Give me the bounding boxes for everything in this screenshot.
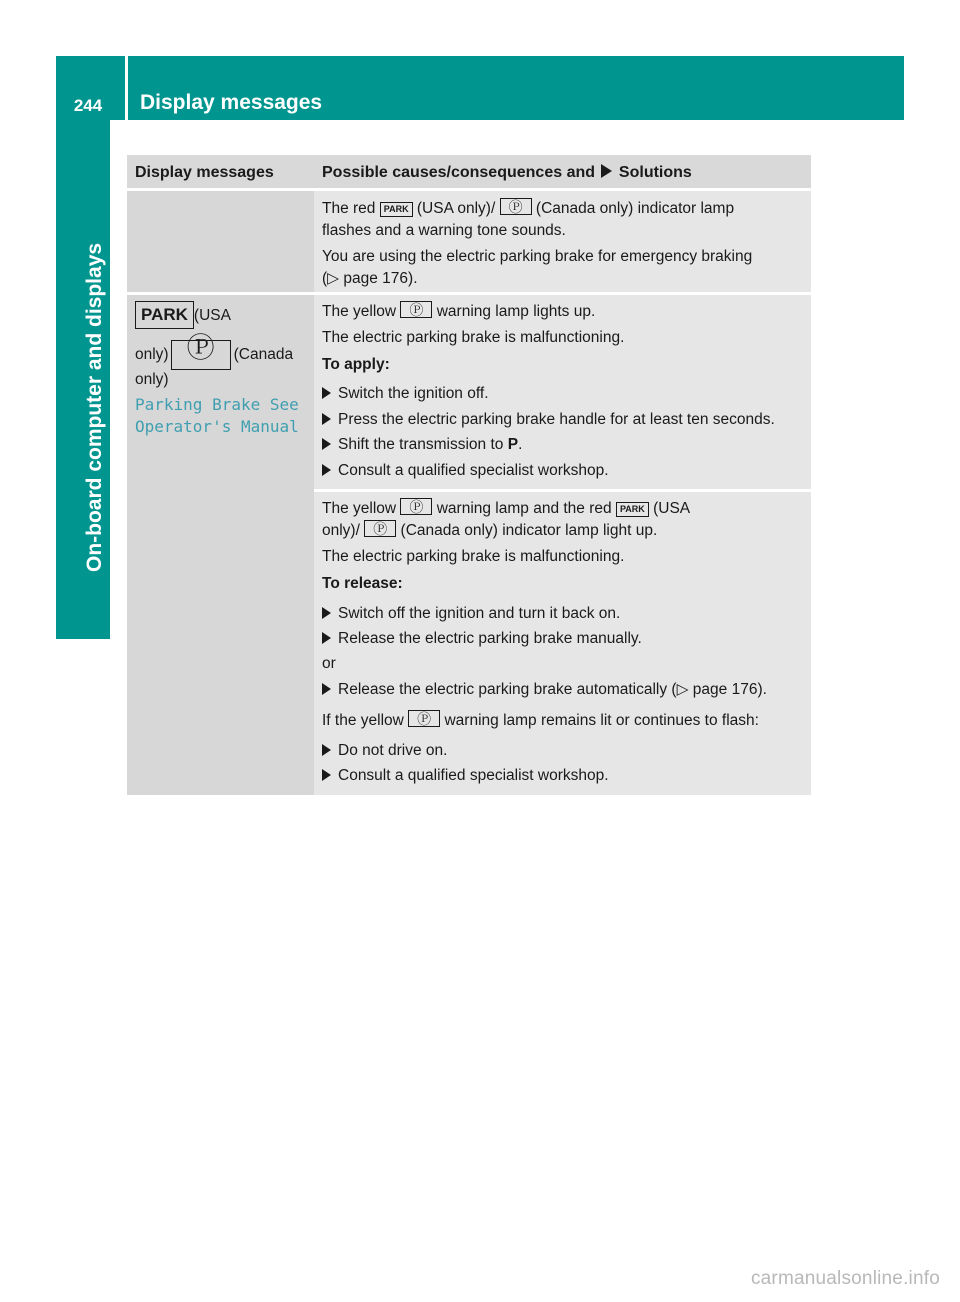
step-arrow-icon bbox=[322, 769, 331, 781]
column-header-display-messages: Display messages bbox=[135, 164, 274, 181]
row3-step4: Do not drive on. bbox=[322, 740, 447, 762]
table-row-1-col1 bbox=[127, 191, 314, 292]
row3-line5: If the yellow Ⓟ warning lamp remains lit or continues to flash: bbox=[322, 710, 759, 732]
row1-line3: You are using the electric parking brake for emergency braking bbox=[322, 248, 753, 265]
step-arrow-icon bbox=[322, 632, 331, 644]
park-lamp-icon: PARK bbox=[616, 502, 649, 517]
row2-step3: Shift the transmission to P. bbox=[322, 434, 522, 456]
row3-step1: Switch off the ignition and turn it back on. bbox=[322, 603, 620, 625]
park-lamp-icon: PARK bbox=[380, 202, 413, 217]
park-symbol-icon: PARK bbox=[135, 301, 194, 329]
row3-or: or bbox=[322, 655, 336, 672]
display-line2: only)Ⓟ (Canada bbox=[135, 340, 293, 370]
table-row-1-col2 bbox=[314, 191, 811, 292]
row2-line1: The yellow Ⓟ warning lamp lights up. bbox=[322, 301, 595, 323]
table-row-2-col2 bbox=[314, 295, 811, 489]
display-message-cell bbox=[127, 295, 314, 795]
parking-brake-symbol-icon bbox=[171, 340, 231, 370]
parking-brake-lamp-icon bbox=[400, 301, 432, 318]
step-arrow-icon bbox=[322, 744, 331, 756]
step-arrow-icon bbox=[322, 387, 331, 399]
watermark: carmanualsonline.info bbox=[750, 1268, 940, 1289]
row1-page-reference: (▷ page 176). bbox=[322, 270, 418, 287]
parking-brake-lamp-icon bbox=[364, 520, 396, 537]
row2-line2: The electric parking brake is malfunctioning. bbox=[322, 329, 625, 346]
step-arrow-icon bbox=[322, 413, 331, 425]
side-tab-label: On-board computer and displays bbox=[83, 242, 106, 572]
row3-step3: Release the electric parking brake automatically (▷ page 176). bbox=[322, 679, 767, 701]
table-header-col1 bbox=[127, 155, 314, 188]
row3-step2: Release the electric parking brake manually. bbox=[322, 628, 642, 650]
page-number: 244 bbox=[73, 96, 103, 115]
row3-line2: only)/ Ⓟ (Canada only) indicator lamp light up. bbox=[322, 520, 657, 542]
step-arrow-icon bbox=[322, 464, 331, 476]
display-message-text-2: Operator's Manual bbox=[135, 417, 299, 436]
display-message-text-1: Parking Brake See bbox=[135, 395, 299, 414]
row3-line1: The yellow Ⓟ warning lamp and the red PARK (USA bbox=[322, 498, 690, 520]
row2-step2: Press the electric parking brake handle for at least ten seconds. bbox=[322, 409, 775, 431]
page-title: Display messages bbox=[140, 91, 323, 114]
row2-apply-heading: To apply: bbox=[322, 356, 390, 373]
step-arrow-icon bbox=[322, 438, 331, 450]
row3-step5: Consult a qualified specialist workshop. bbox=[322, 765, 609, 787]
row3-line3: The electric parking brake is malfunctioning. bbox=[322, 548, 625, 565]
row3-release-heading: To release: bbox=[322, 575, 403, 592]
row2-step1: Switch the ignition off. bbox=[322, 383, 489, 405]
step-arrow-icon bbox=[322, 607, 331, 619]
row1-line2: flashes and a warning tone sounds. bbox=[322, 222, 566, 239]
parking-brake-lamp-icon bbox=[408, 710, 440, 727]
column-header-causes-text: Possible causes/consequences and bbox=[322, 164, 596, 181]
row1-line1: The red PARK (USA only)/ Ⓟ (Canada only) indicator lamp bbox=[322, 198, 734, 220]
arrow-right-icon bbox=[601, 164, 612, 178]
step-arrow-icon bbox=[322, 683, 331, 695]
header-divider bbox=[125, 56, 128, 120]
table-row-3-col2 bbox=[314, 492, 811, 795]
display-line3: only) bbox=[135, 371, 169, 388]
parking-brake-lamp-icon bbox=[400, 498, 432, 515]
column-header-causes bbox=[314, 155, 811, 188]
column-header-solutions-text: Solutions bbox=[618, 164, 692, 181]
table-header-col2 bbox=[314, 155, 811, 188]
display-line1: PARK (USA bbox=[135, 301, 231, 329]
parking-brake-lamp-icon bbox=[500, 198, 532, 215]
row2-step4: Consult a qualified specialist workshop. bbox=[322, 460, 609, 482]
